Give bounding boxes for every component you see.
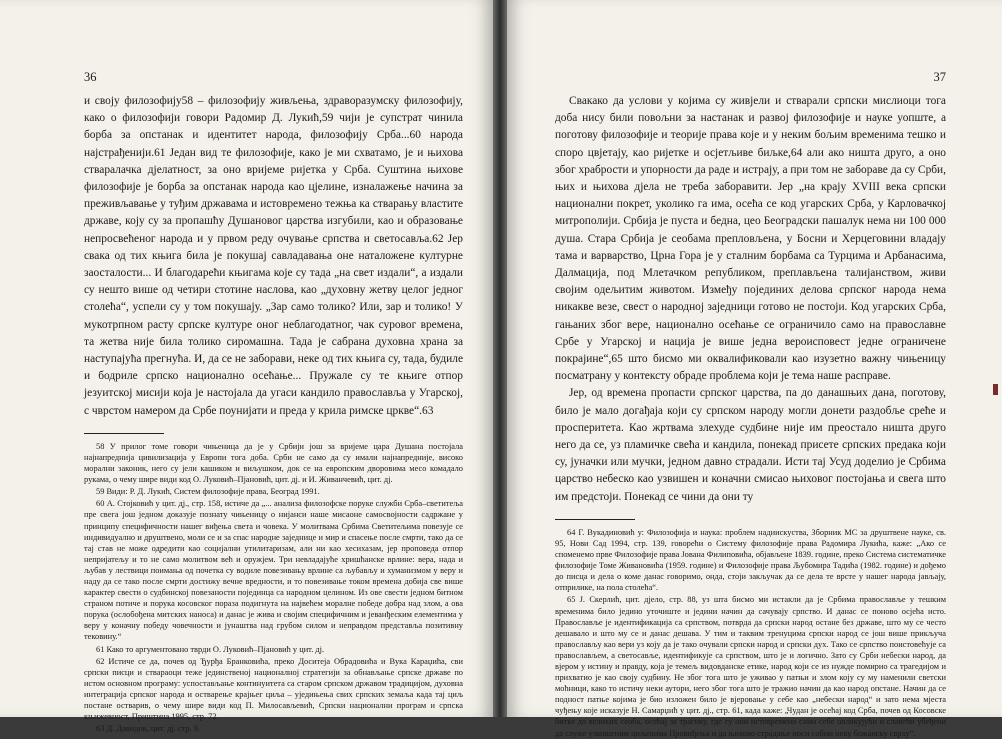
right-paragraph-2: Јер, од времена пропасти српског царства, па до данашњих дана, поготову, било је мало догађаја који су српском народу могли донети раздобље среће и просперитета. Као жртвама злехуде судбине није им преостало ништа друго него да се, уз пламичке свећа и кандила, понекад присете српских предака који су, јуначки или мучки, једном давно страдали. Исти тај Усуд доделио је Србима царство небеско као узвишен и коначни смисао њиховог постојања и свега што им предстоји. Понекад се чини да они ту [555, 387, 946, 503]
left-body-text [84, 93, 463, 420]
footnote-64: 64 Г. Вукадиновић у: Филозофија и наука: проблем надиискуства, Зборник МС за друштвене науке, св. 95, Нови Сад 1994, стр. 139, говорећи о Систему филозофије права Радомира Лукића, каже: „Ако се споменемо прве Филозофије права Јована Филиповића, објављене 1839. године, преко Система систематичке филозофије Томе Живановића (1959. године) и Филозофије права Љубомира Тадића (1982. године) и дођемо до писца и дела о коме данас говоримо, онда, стоји закључак да се дела те врсте у нашег народа јављају, отприлике, на пола столећа“. [555, 527, 946, 593]
page-number-right: 37 [933, 70, 946, 84]
footnote-separator [84, 433, 164, 434]
page-marker [993, 384, 998, 395]
right-footnotes [555, 527, 946, 739]
book-gutter [493, 0, 507, 717]
footnote-58: 58 У прилог томе говори чињеница да је у Србији још за вријеме цара Душана постојала најнапреднија цивилизација у Европи тога доба. Срби не само да су имали најнапредније, високо морални законик, него су јели кашиком и виљушком, док се на европским дворовима месо комадало рукама, о чему шире види код О. Луковић–Пјановић, цит. дј. и И. Живанчевић, цит. дј. [84, 441, 463, 485]
footnote-62: 62 Истиче се да, почев од Ђурђа Бранковића, преко Доситеја Обрадовића и Вука Караџића, сви српски писци и ствараоци теже јединственој националној стратегији за обнављање српске државе по истом основном програму: успостављање континуитета са старом српском државом традицијом, духовна интеграција српског народа и остварење крајњег циља – уједињења свих српских земаља када тај циљ постане остварив, о чему шире види код П. Милосављевић, Српски национални програм и српска књижевност, Приштина 1995, стр. 72. [84, 656, 463, 722]
left-paragraph: и своју филозофију58 – филозофију живљења, здраворазумску филозофију, како о филозофији говори Радомир Д. Лукић,59 чији је супстрат чинила борба за опстанак и идентитет народа, филозофију Срба...60 народа најстрађенији.61 Један вид те филозофије, како је ми схватамо, је и њихова стваралачка дјелатност, за оно вријеме ријетка у Срба. Суштина њихове филозофије је борба за опстанак народа као цјелине, изналажење начина за преживљавање у туђим државама и истовремено тежња ка стварању властите државе, коју су за пропашћу Душановог царства изгубили, као и образовање непросвећеног народа и у првом реду очување српства и светосавља.62 Јер свака од тих књига била је покушај савладавања оне наталожене културне заосталости... И благодарећи књигама које су тада „на свет издали“, а издали су нешто више од четири стотине наслова, као „духовну жетву целог једног столећа“, успели су у том покушају. „Зар само толико? Или, зар и толико! У мукотрпном расту српске културе оног неблагодатног, чак суровог времена, та жетва није била толико сиромашна. Тада је сабрана духовна храна за наступајућа прегнућа. И, да се не заборави, неке од тих књига су, тада, будиле и бодриле српско национално осећање... Пружале су те књиге отпор језуитској мисији која је настојала да угаси кандило православља у Угарској, с чврстом намером да Србе поунијати и преда у крила римске цркве“.63 [84, 95, 463, 417]
footnote-61: 61 Како то аргументовано тврди О. Луковић–Пјановић у цит. дј. [96, 644, 325, 654]
right-body-text [555, 93, 946, 506]
footnote-separator [555, 519, 635, 520]
page-number-left: 36 [84, 70, 97, 84]
footnote-60: 60 А. Стојковић у цит. дј., стр. 158, истиче да „... анализа филозофске поруке служби Срба–светитеља пре свега још једном доказује познату чињеницу о нијанси наше мисаоне самосвојности садржане у принципу специфичности нашег виђења света и човека. У молитвама Србима Светитељима повезује се индивидуално и друштвено, моли се и за спас народне заједнице и мир и спасење после смрти, тако да се тај став не може одредити као социјални утилитаризам, али ни као хесихазам, јер проповеда отпор непријатељу и то не само молитвом већ и оружјем. Три невладајуће хришћанске врлине: вера, нада и љубав у лествици поимања од почетка су водиле повезивању врлине са љубављу и хуманизмом у веру и наду да се тако после смрти достижу вечне вредности, и то повезивање током времена добија све више карактер свести о судбинској повезаности појединца са народном целином. Из ове свести једном битном страном потиче и порука косовског пораза подигнута на највећем моралне победе добра над злом, а ова порука (ослобођена митских наноса) и данас је жива и својим специфичним и јеванђеским елементима у веру у коначну победу човечности и јунаштва над грубом силом и неправдом представља позитивну тековину.“ [84, 499, 463, 642]
left-page [0, 0, 493, 734]
footnote-59: 59 Види: Р. Д. Лукић, Систем филозофије права, Београд 1991. [96, 487, 320, 497]
right-page [507, 0, 1002, 738]
footnote-65: 65 Ј. Скерлић, цит. дјело, стр. 88, уз шта бисмо ми истакли да је Србима православље у тешким временима било једино уточиште и једини начин да сачувају српство. И данас се поново осјећа исто. Православље је идентификација са српством, потврда да српски народ остане без државе, што му се често дешавало и што му се и данас дешава. У тим и таквим тренуцима српски народ се још више прикључа православљу као вери уз коју да је тако очували српски народ и српски дух. Тако се српство поистовећује са православљем, а светосавље, идентификује са српством, што је и логично. Зато су Срби небески народ, да вјером у истину и правду, која је темељ видовданске етике, народ који се из нужде помирио са трагедијом и прихватио је као своју судбину. Не због тога што је уживао у патњи и злом коју су му наменили светски моћници, како то истичу неки аутори, него због тога што је тражио начин да као народ опстане. Начин да се подност патње којима је био изложен било је вјеровање у себе као „небески народ“ и зато нема мјеста чуђењу које исказује Н. Самарџић у цит. дј., стр. 61, када каже: „Чудан је осећај код Срба, почев од Косовске битке до великих сеоба, осећај за трагику, где су они истовремено сами себе оплакујући и славећи убеђени да служе узвишеним циљевима Провиђења и да њихово страдање носи собом неку божанску сврху“. [555, 595, 946, 738]
left-footnotes [84, 441, 463, 734]
right-paragraph-1: Свакако да услови у којима су живјели и стварали српски мислиоци тога доба нису били повољни за настанак и развој филозофије и науке уопште, а поготову филозофије и теорије права које и у неким бољим временима тешко и споро цвјетају, као ријетке и осјетљиве биљке,64 али ако ништа друго, а оно због храбрости и упорности да раде и истрају, а при том не забораве да су Срби, њих и њихова дјела не треба заборавити. Јер „на крају XVIII века српски национални покрет, уколико га има, осећа се код угарских Срба, у Карловачкој митрополији. Србија је пуста и бедна, цео Београдски пашалук нема ни 100 000 душа. Стара Србија је сеобама препловљена, у Босни и Херцеговини владају тама и варварство, Црна Гора је у сталним борбама са Турцима и Арбанасима, Далмација, под Млетачком републиком, преплављена талијанством, живи својим одељитим животом. Између појединих делова српског народа нема никакве везе, свест о народној заједници готово не постоји. Код угарских Срба, гањаних због вере, национално осећање се ограничило само на православне Србе у Угарској и нација је више једна вероисповест једне ограничене покрајине“,65 што бисмо ми оквалификовали као изузетно важну чињеницу посматрану у контексту обраде проблема који је тема наше расправе. [555, 95, 946, 383]
footnote-63: 63 Д. Давидов, цит. дј. стр. 9. [96, 724, 200, 734]
